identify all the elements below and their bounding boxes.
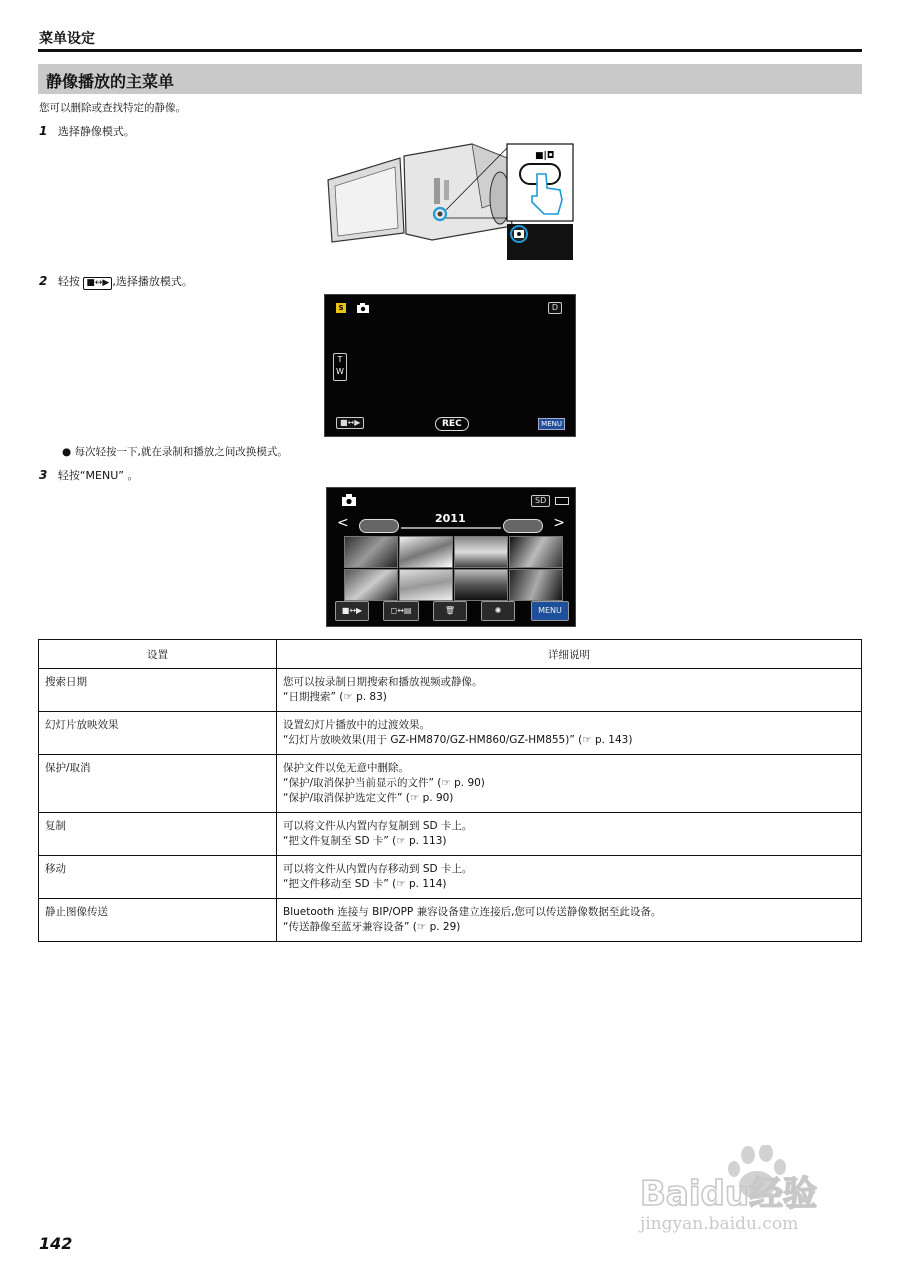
table-row	[39, 856, 862, 899]
table-row	[39, 813, 862, 856]
step-1	[39, 123, 135, 139]
step-text: 选择静像模式。	[57, 125, 135, 138]
zoom-control[interactable]	[333, 353, 347, 381]
setting-description	[277, 712, 862, 755]
reference-link[interactable]: “日期搜索” (☞ p. 83)	[283, 691, 387, 703]
header-rule	[38, 49, 862, 52]
description-line: 可以将文件从内置内存复制到 SD 卡上。	[283, 820, 473, 832]
description-line: 设置幻灯片播放中的过渡效果。	[283, 719, 430, 731]
mode-switch-key: ■↔▶	[83, 277, 112, 290]
record-mode-screen	[324, 294, 576, 437]
year-label: 2011	[435, 512, 466, 525]
setting-name: 静止图像传送	[39, 899, 277, 942]
thumbnail[interactable]	[509, 569, 563, 601]
page-number: 142	[39, 1234, 73, 1253]
step-2	[39, 273, 193, 290]
next-date-button[interactable]	[503, 519, 543, 533]
menu-button[interactable]: MENU	[538, 418, 565, 430]
table-row	[39, 712, 862, 755]
bullet-icon: ●	[62, 446, 72, 458]
rec-button[interactable]: REC	[435, 417, 469, 431]
section-header: 菜单设定	[39, 31, 95, 47]
zoom-tele: T	[337, 355, 343, 364]
setting-name: 保护/取消	[39, 755, 277, 813]
thumbnail[interactable]	[344, 536, 398, 568]
baidu-paw-icon	[640, 1145, 860, 1213]
thumbnail[interactable]	[454, 569, 508, 601]
table-row	[39, 755, 862, 813]
table-row	[39, 669, 862, 712]
previous-arrow-icon[interactable]: <	[337, 515, 349, 531]
trash-icon[interactable]: 🗑	[433, 601, 467, 621]
camcorder-illustration	[322, 138, 576, 260]
note	[62, 444, 288, 459]
reference-link[interactable]: “保护/取消保护当前显示的文件” (☞ p. 90)	[283, 777, 485, 789]
note-text: 每次轻按一下,就在录制和播放之间改换模式。	[74, 446, 288, 458]
table-header-row	[39, 640, 862, 669]
setting-description	[277, 669, 862, 712]
storage-indicator: SD	[531, 495, 550, 507]
camera-icon	[341, 494, 357, 507]
step-text: ,选择播放模式。	[112, 275, 193, 288]
setting-name: 搜索日期	[39, 669, 277, 712]
settings-table	[38, 639, 862, 942]
description-line: 可以将文件从内置内存移动到 SD 卡上。	[283, 863, 473, 875]
menu-button[interactable]: MENU	[531, 601, 569, 621]
camera-icon	[356, 303, 370, 314]
table-row	[39, 899, 862, 942]
next-arrow-icon[interactable]: >	[553, 515, 565, 531]
zoom-wide: W	[336, 367, 344, 376]
step-number: 2	[39, 274, 48, 288]
reference-link[interactable]: “幻灯片放映效果(用于 GZ-HM870/GZ-HM860/GZ-HM855)” (☞ p. 143)	[283, 734, 633, 746]
step-number: 3	[39, 468, 48, 482]
setting-name: 幻灯片放映效果	[39, 712, 277, 755]
reference-link[interactable]: “把文件移动至 SD 卡” (☞ p. 114)	[283, 878, 447, 890]
thumbnail[interactable]	[344, 569, 398, 601]
step-text: 轻按	[57, 275, 80, 288]
thumbnail[interactable]	[454, 536, 508, 568]
thumbnail[interactable]	[509, 536, 563, 568]
slideshow-icon[interactable]: ✺	[481, 601, 515, 621]
battery-icon	[555, 497, 569, 505]
step-text: 轻按“MENU” 。	[57, 469, 139, 482]
description-line: 保护文件以免无意中删除。	[283, 762, 409, 774]
playback-screen	[326, 487, 576, 627]
copy-move-button[interactable]: ◻↔▤	[383, 601, 419, 621]
header-setting: 设置	[39, 640, 277, 669]
setting-description	[277, 899, 862, 942]
title-bar	[38, 64, 862, 94]
step-3	[39, 467, 138, 483]
page-title: 静像播放的主菜单	[46, 72, 175, 91]
thumbnail[interactable]	[399, 536, 453, 568]
storage-indicator: D	[548, 302, 562, 314]
auto-mode-icon: S	[336, 303, 346, 313]
setting-name: 移动	[39, 856, 277, 899]
step-number: 1	[39, 124, 48, 138]
watermark-url: jingyan.baidu.com	[640, 1214, 799, 1234]
timeline-bar	[401, 527, 501, 529]
setting-name: 复制	[39, 813, 277, 856]
svg-text:■|◘: ■|◘	[535, 151, 555, 161]
reference-link[interactable]: “保护/取消保护选定文件” (☞ p. 90)	[283, 792, 454, 804]
description-line: 您可以按录制日期搜索和播放视频或静像。	[283, 676, 483, 688]
setting-description	[277, 813, 862, 856]
prev-date-button[interactable]	[359, 519, 399, 533]
header-description: 详细说明	[277, 640, 862, 669]
setting-description	[277, 856, 862, 899]
mode-switch-button[interactable]: ■↔▶	[336, 417, 364, 429]
setting-description	[277, 755, 862, 813]
description-line: Bluetooth 连接与 BIP/OPP 兼容设备建立连接后,您可以传送静像数据至此设备。	[283, 906, 662, 918]
reference-link[interactable]: “传送静像至蓝牙兼容设备” (☞ p. 29)	[283, 921, 461, 933]
thumbnail[interactable]	[399, 569, 453, 601]
reference-link[interactable]: “把文件复制至 SD 卡” (☞ p. 113)	[283, 835, 447, 847]
mode-switch-button[interactable]: ■↔▶	[335, 601, 369, 621]
watermark-logo-text: Baidu经验	[640, 1174, 818, 1213]
intro-text: 您可以删除或查找特定的静像。	[39, 102, 186, 114]
